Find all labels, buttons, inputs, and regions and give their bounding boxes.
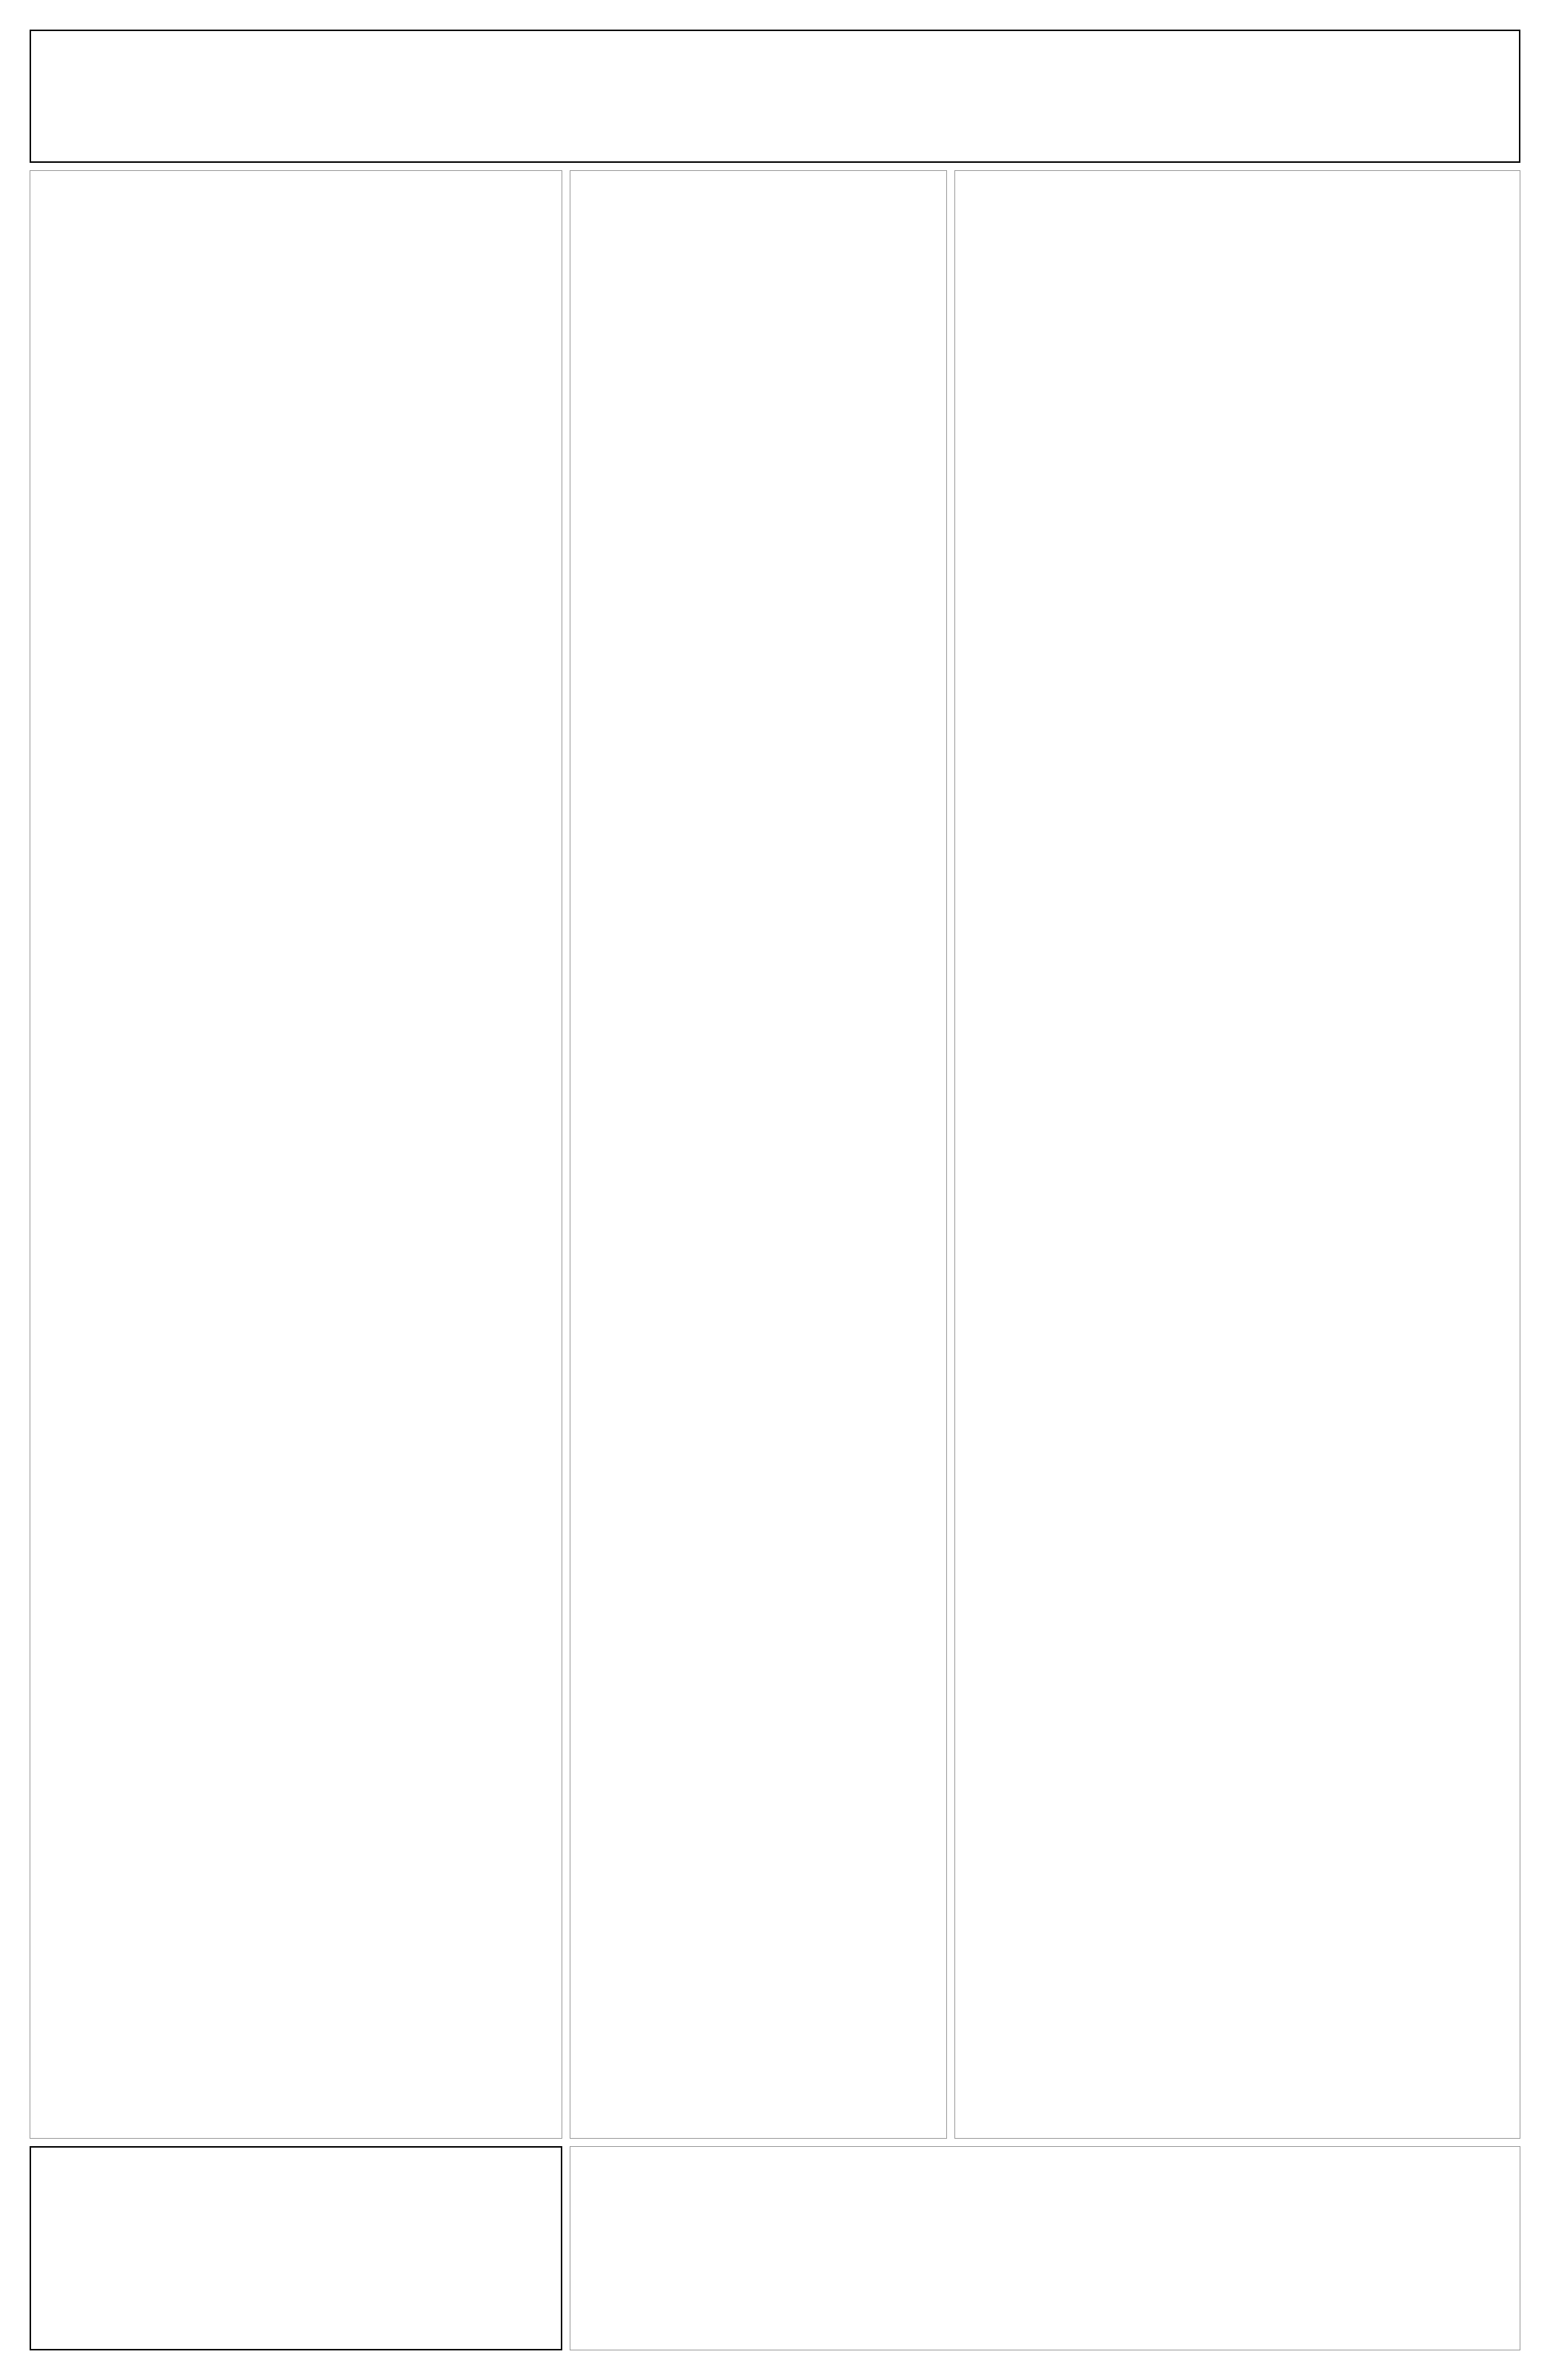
right-column — [954, 170, 1520, 2139]
middle-column — [570, 170, 947, 2139]
notice-box — [30, 2146, 562, 2350]
bottom-right-section — [570, 2146, 1520, 2350]
left-column — [30, 170, 562, 2139]
masthead — [30, 30, 1520, 163]
